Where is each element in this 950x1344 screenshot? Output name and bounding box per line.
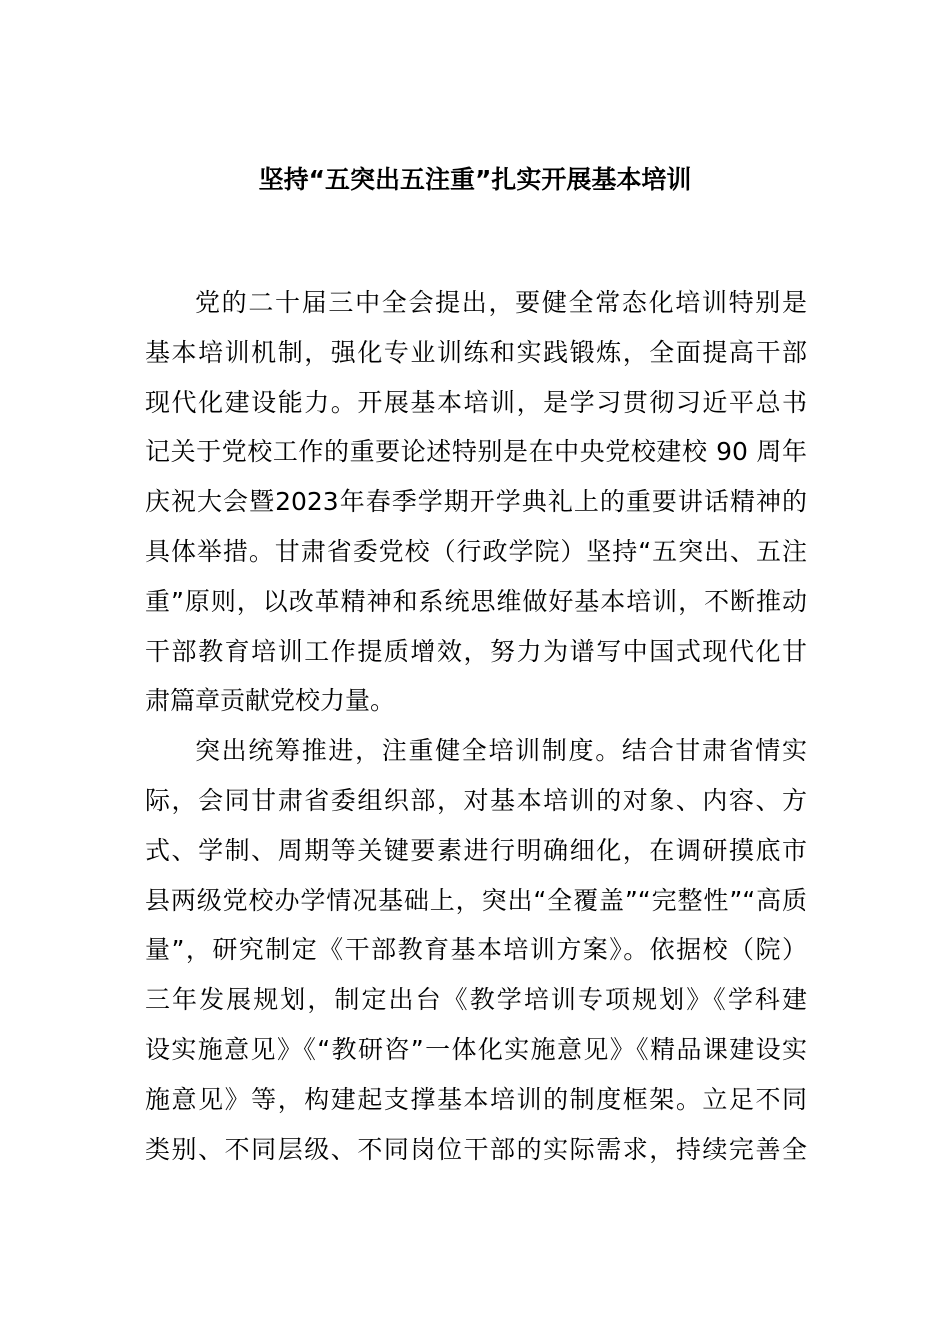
document-title: 坚持“五突出五注重”扎实开展基本培训 [258,165,692,194]
paragraph-line: 具体举措。甘肃省委党校（行政学院）坚持“五突出、五注 [145,536,807,566]
paragraph-line: 设实施意见》《“教研咨”一体化实施意见》《精品课建设实 [145,1034,807,1064]
paragraph-line: 量”，研究制定《干部教育基本培训方案》。依据校（院） [145,935,807,965]
document-body [145,278,807,1174]
paragraph-line: 肃篇章贡献党校力量。 [145,686,396,716]
paragraph-1 [145,278,807,726]
paragraph-line: 施意见》等，构建起支撑基本培训的制度框架。立足不同 [145,1084,807,1114]
paragraph-line: 际，会同甘肃省委组织部，对基本培训的对象、内容、方 [145,785,807,815]
paragraph-line: 基本培训机制，强化专业训练和实践锻炼，全面提高干部 [145,337,807,367]
paragraph-2 [145,726,807,1174]
paragraph-line: 记关于党校工作的重要论述特别是在中央党校建校 90 周年 [145,437,807,467]
paragraph-line: 重”原则，以改革精神和系统思维做好基本培训，不断推动 [145,586,807,616]
paragraph-line: 庆祝大会暨2023年春季学期开学典礼上的重要讲话精神的 [145,487,807,517]
paragraph-line: 式、学制、周期等关键要素进行明确细化，在调研摸底市 [145,835,807,865]
paragraph-line: 县两级党校办学情况基础上，突出“全覆盖”“完整性”“高质 [145,885,807,915]
paragraph-line: 现代化建设能力。开展基本培训，是学习贯彻习近平总书 [145,387,807,417]
paragraph-line: 三年发展规划，制定出台《教学培训专项规划》《学科建 [145,985,807,1015]
paragraph-line: 类别、不同层级、不同岗位干部的实际需求，持续完善全 [145,1134,807,1164]
paragraph-line: 突出统筹推进，注重健全培训制度。结合甘肃省情实 [195,736,807,766]
paragraph-line: 干部教育培训工作提质增效，努力为谱写中国式现代化甘 [145,636,807,666]
paragraph-line: 党的二十届三中全会提出，要健全常态化培训特别是 [195,288,807,317]
